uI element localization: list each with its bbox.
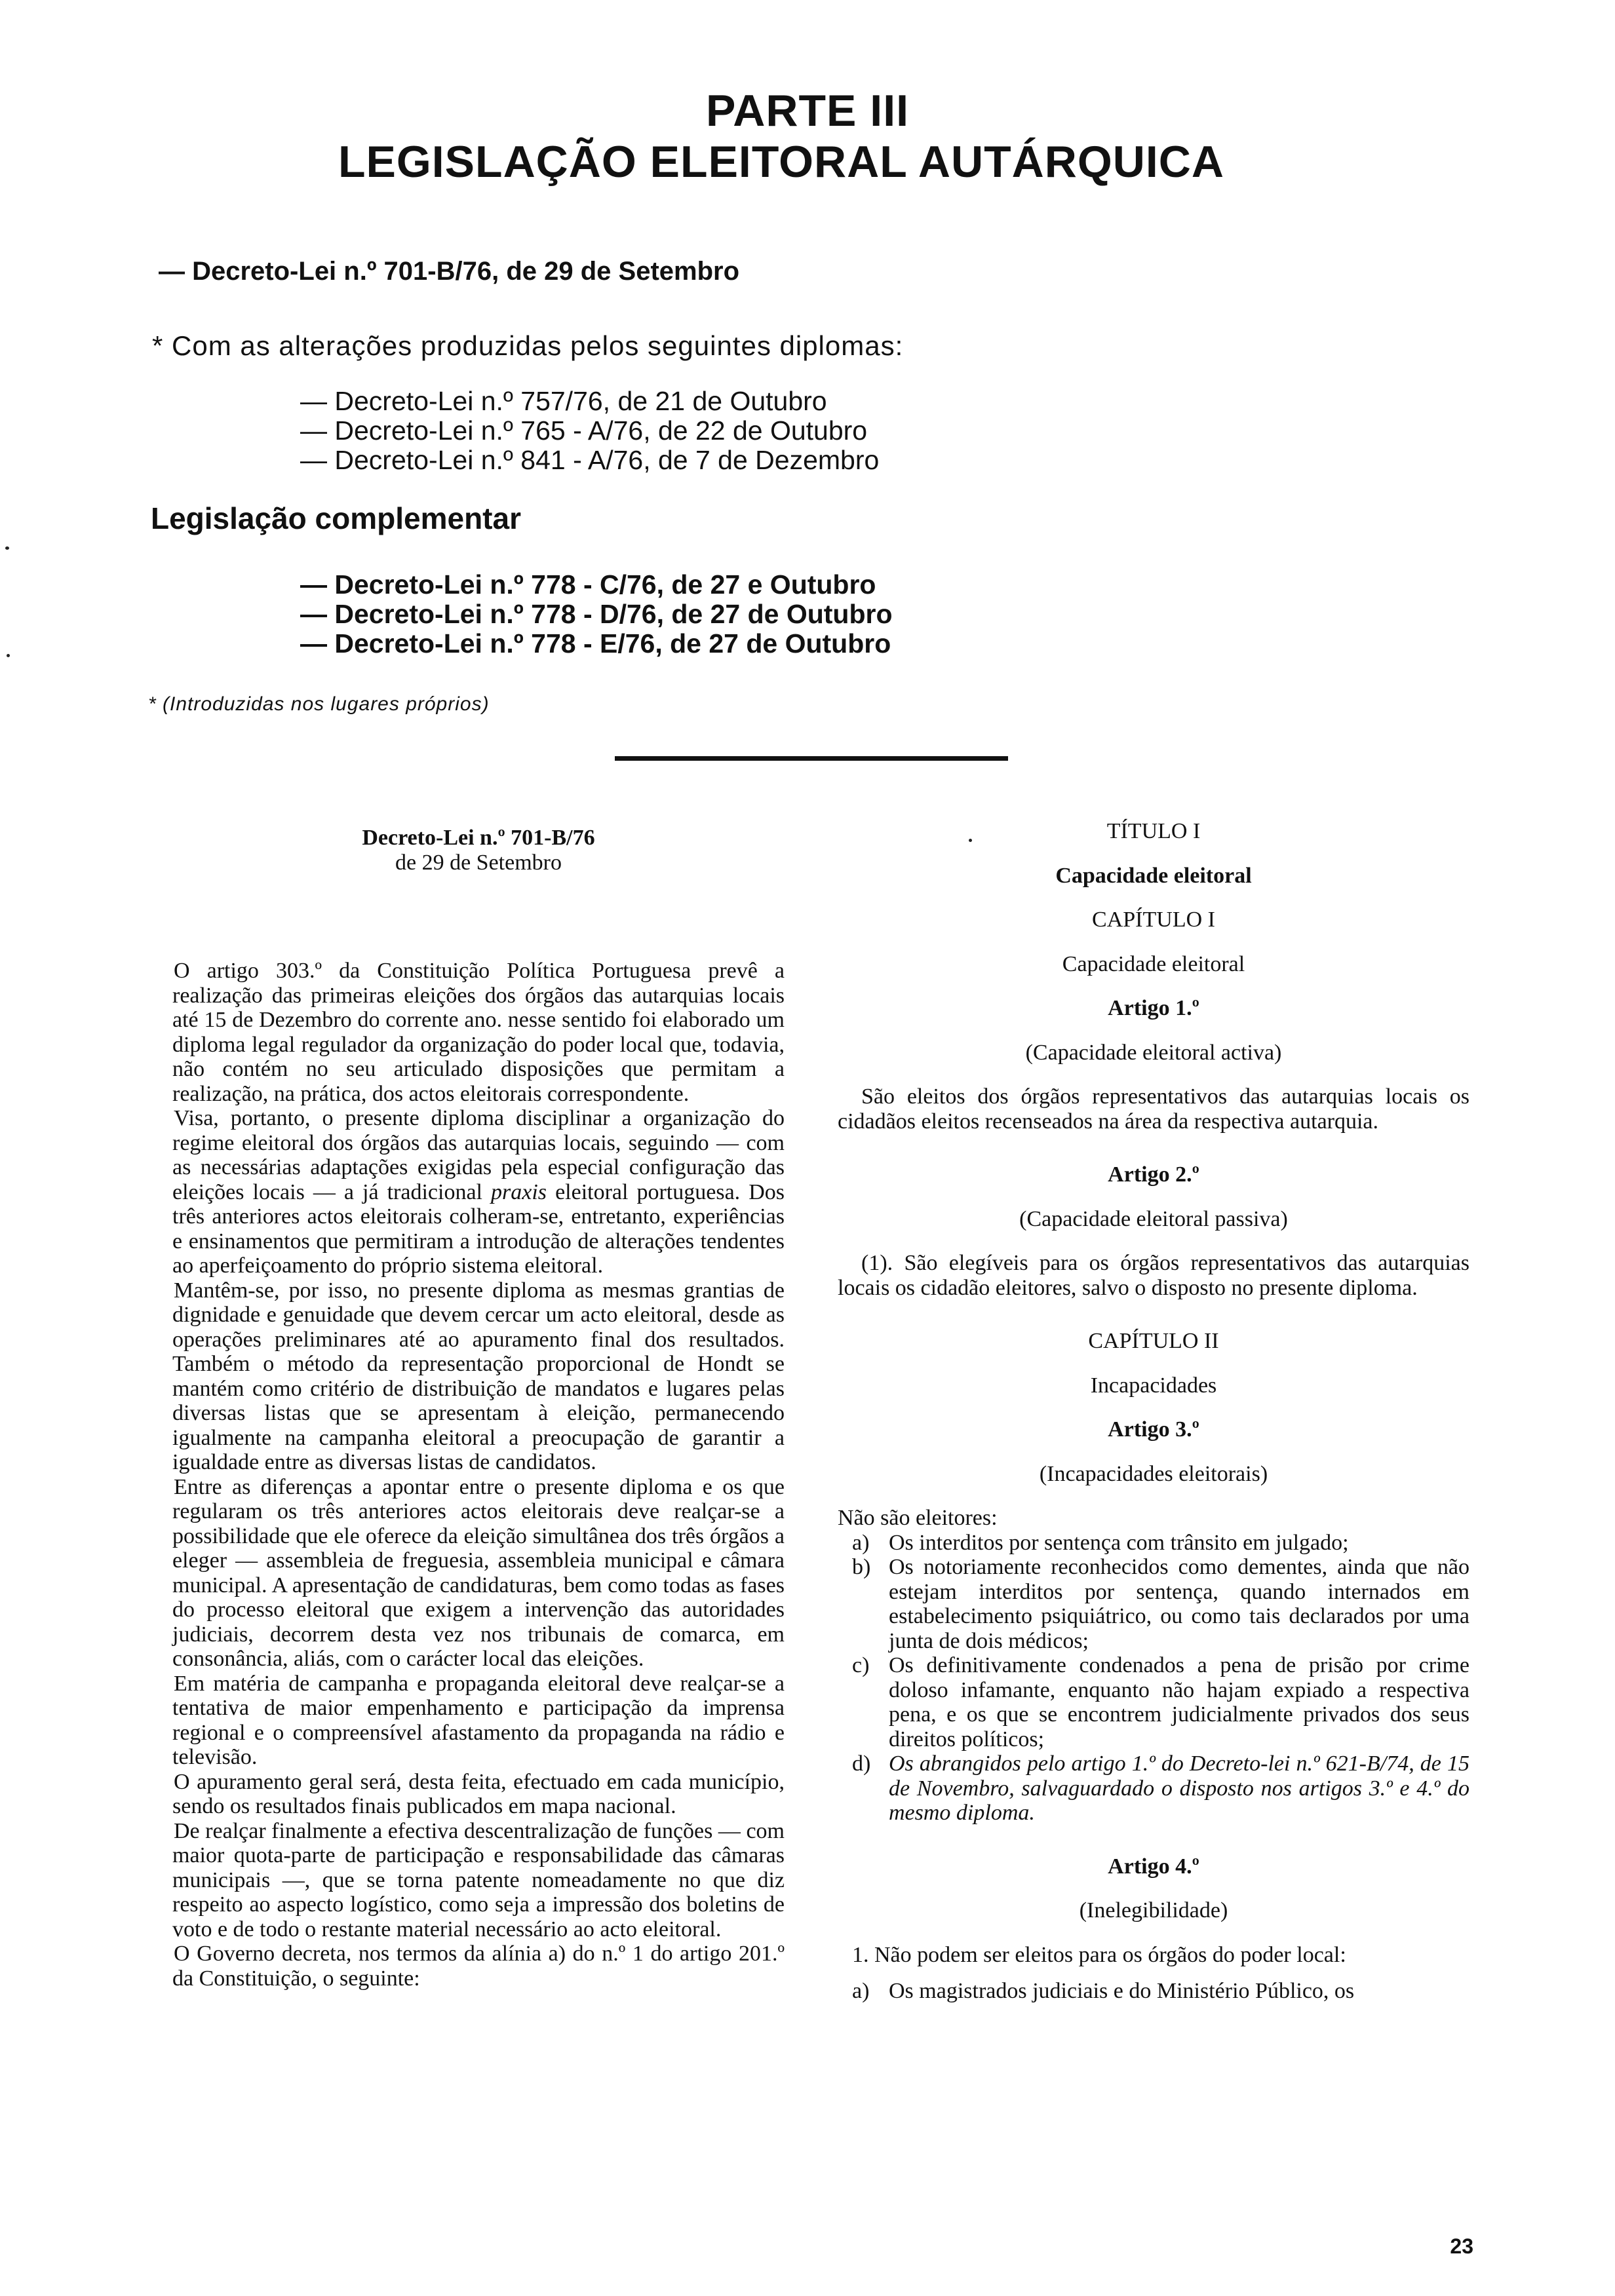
decree-title: Decreto-Lei n.º 701-B/76 [362, 826, 595, 850]
paragraph: Visa, portanto, o presente diploma disciplinar a organização do regime eleitoral dos órgãos das autarquias locais, seguindo — com as necessárias adaptações exigidas pela especial configuração das eleições locais — a já tradicional praxis eleitoral portuguesa. Dos três anteriores actos eleitorais colheram-se, entretanto, experiências e ensinamentos que permitiram a introdução de alterações tendentes ao aperfeiçoamento do próprio sistema eleitoral. [172, 1106, 785, 1278]
introduced-note: * (Introduzidas nos lugares próprios) [148, 693, 490, 715]
paragraph: Mantêm-se, por isso, no presente diploma as mesmas grantias de dignidade e genuidade que devem cercar um acto eleitoral, desde as operações preliminares até ao apuramento final dos resultados. Também o método da representação proporcional de Hondt se mantém como critério de distribuição de mandatos e lugares pelas diversas listas que se apresentam à eleição, permanecendo igualmente na campanha eleitoral a preocupação de garantir a igualdade entre as diversas listas de candidatos. [172, 1278, 785, 1474]
list-item: — Decreto-Lei n.º 765 - A/76, de 22 de Outubro [300, 415, 868, 446]
article-heading: (Capacidade eleitoral passiva) [1019, 1206, 1288, 1231]
titulo: TÍTULO I [1106, 819, 1201, 843]
article-number: Artigo 4.º [1108, 1854, 1199, 1879]
article-text: (1). São elegíveis para os órgãos representativos das autarquias locais os cidadão eleitores, salvo o disposto no presente diploma. [838, 1251, 1469, 1300]
scan-speck [5, 546, 9, 550]
list-item: d) Os abrangidos pelo artigo 1.º do Decreto-lei n.º 621-B/74, de 15 de Novembro, salvaguardado o disposto nos artigos 3.º e 4.º do mesmo diploma. [852, 1751, 1469, 1825]
section-title: LEGISLAÇÃO ELEITORAL AUTÁRQUICA [338, 137, 1224, 187]
paragraph: De realçar finalmente a efectiva descentralização de funções — com maior quota-parte de participação e responsabilidade das câmaras municipais —, que se torna patente nomeadamente no que diz respeito ao aspecto logístico, como seja a impressão dos boletins de voto e de todo o restante material necessário ao acto eleitoral. [172, 1818, 785, 1942]
capitulo-name: Capacidade eleitoral [1062, 951, 1245, 976]
main-decree: — Decreto-Lei n.º 701-B/76, de 29 de Setembro [159, 257, 740, 286]
scan-speck [7, 654, 10, 657]
article-intro: Não são eleitores: [838, 1506, 998, 1530]
list-item: — Decreto-Lei n.º 757/76, de 21 de Outubro [300, 386, 827, 416]
complementar-list [300, 570, 893, 659]
article-heading: (Inelegibilidade) [1079, 1898, 1228, 1923]
article-number: Artigo 2.º [1108, 1162, 1199, 1187]
list-item: — Decreto-Lei n.º 778 - C/76, de 27 e Outubro [300, 569, 876, 600]
capitulo-name: Incapacidades [1090, 1373, 1217, 1398]
list-item: — Decreto-Lei n.º 841 - A/76, de 7 de Dezembro [300, 445, 880, 475]
paragraph: O Governo decreta, nos termos da alínia a) do n.º 1 do artigo 201.º da Constituição, o seguinte: [172, 1942, 785, 1991]
article-text: São eleitos dos órgãos representativos das autarquias locais os cidadãos eleitos recenseados na área da respectiva autarquia. [838, 1084, 1469, 1134]
inelegibilidade-list [838, 1979, 1469, 2004]
article-heading: (Incapacidades eleitorais) [1039, 1461, 1268, 1486]
divider-rule [615, 756, 1008, 761]
italic-term: praxis [491, 1179, 547, 1204]
list-item: — Decreto-Lei n.º 778 - E/76, de 27 de Outubro [300, 628, 891, 659]
decree-date: de 29 de Setembro [395, 850, 562, 875]
legislacao-complementar-heading: Legislação complementar [151, 501, 521, 535]
titulo-name: Capacidade eleitoral [1055, 863, 1252, 888]
paragraph: Entre as diferenças a apontar entre o presente diploma e os que regularam os três anteriores actos eleitorais deve realçar-se a possibilidade que ele oferece da eleição simultânea dos três órgãos a eleger — assembleia de freguesia, assembleia municipal e câmara municipal. A apresentação de candidaturas, bem como todas as fases do processo eleitoral que exigem a intervenção das autoridades judiciais, decorrem desta vez nos tribunais de comarca, em consonância, aliás, com o carácter local das eleições. [172, 1474, 785, 1671]
paragraph: O apuramento geral será, desta feita, efectuado em cada município, sendo os resultados finais publicados em mapa nacional. [172, 1769, 785, 1818]
alteracoes-intro: * Com as alterações produzidas pelos seguintes diplomas: [152, 330, 904, 361]
paragraph: Em matéria de campanha e propaganda eleitoral deve realçar-se a tentativa de maior empenhamento e participação da imprensa regional e o compreensível afastamento da propaganda na rádio e televisão. [172, 1671, 785, 1769]
article-number: Artigo 3.º [1108, 1417, 1199, 1442]
alteracoes-list [300, 387, 879, 475]
right-column [838, 819, 1469, 2004]
part-title: PARTE III [706, 86, 909, 136]
article-text: 1. Não podem ser eleitos para os órgãos do poder local: [852, 1942, 1346, 1967]
incapacidades-list [838, 1531, 1469, 1826]
list-item: c) Os definitivamente condenados a pena de prisão por crime doloso infamante, enquanto não hajam expiado a respectiva pena, e os que se encontrem judicialmente privados dos seus direitos políticos; [852, 1653, 1469, 1751]
list-item: — Decreto-Lei n.º 778 - D/76, de 27 de Outubro [300, 599, 893, 629]
capitulo: CAPÍTULO I [1092, 908, 1215, 932]
list-item: a) Os interditos por sentença com trânsito em julgado; [852, 1530, 1349, 1555]
article-number: Artigo 1.º [1108, 996, 1199, 1020]
list-item: b) Os notoriamente reconhecidos como dementes, ainda que não estejam interditos por sentença, quando internados em estabelecimento psiquiátrico, ou como tais declarados por uma junta de dois médicos; [852, 1555, 1469, 1653]
list-item: a) Os magistrados judiciais e do Ministério Público, os [852, 1979, 1355, 2003]
left-column [172, 826, 785, 1991]
page-number: 23 [1450, 2234, 1473, 2258]
capitulo: CAPÍTULO II [1088, 1329, 1219, 1353]
paragraph: O artigo 303.º da Constituição Política Portuguesa prevê a realização das primeiras eleições dos órgãos das autarquias locais até 15 de Dezembro do corrente ano. nesse sentido foi elaborado um diploma legal regulador da organização do poder local que, todavia, não contém no seu articulado disposições que permitam a realização, na prática, dos actos eleitorais correspondente. [172, 959, 785, 1106]
article-heading: (Capacidade eleitoral activa) [1025, 1040, 1282, 1065]
